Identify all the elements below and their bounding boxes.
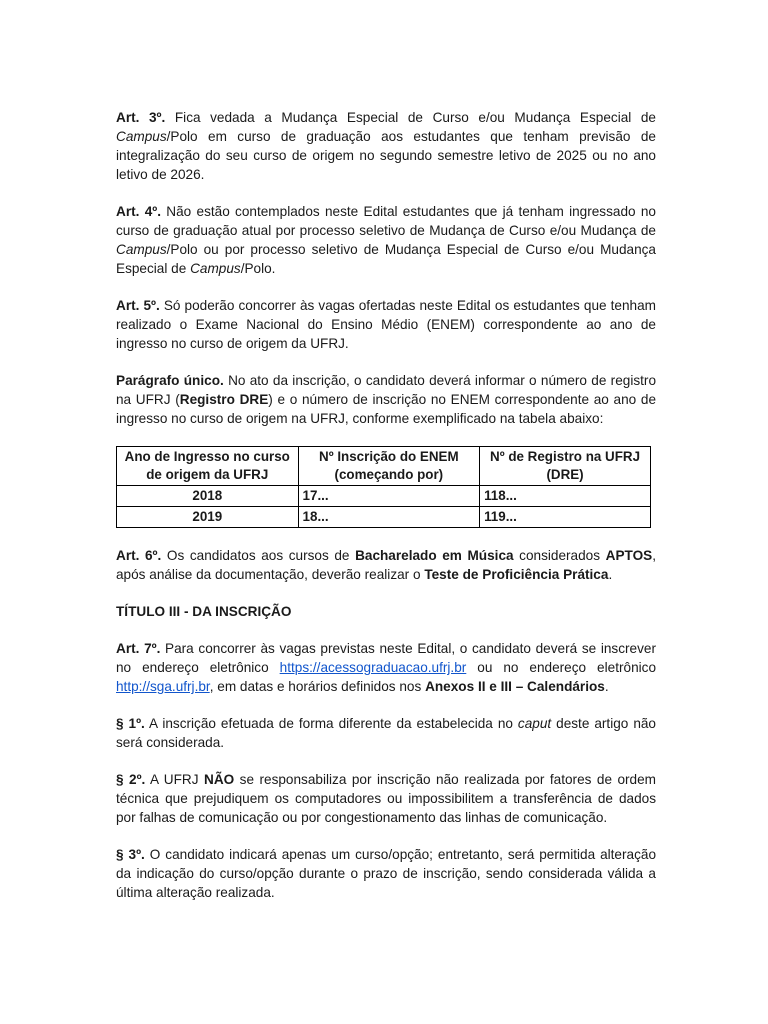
article-4-label: Art. 4º. [116,204,161,219]
registration-table [116,446,651,528]
paragrafo-unico: Parágrafo único. No ato da inscrição, o candidato deverá informar o número de registro na UFRJ (Registro DRE) e o número de inscrição no ENEM correspondente ao ano de ingresso no curso de origem na UFRJ, conforme exemplificado na tabela abaixo: [116,373,657,426]
article-6: Art. 6º. Os candidatos aos cursos de Bacharelado em Música considerados APTOS, após análise da documentação, deverão realizar o Teste de Proficiência Prática. [116,548,656,582]
article-3-label: Art. 3º. [116,110,166,125]
paragraph-3-label: § 3º. [116,847,145,862]
table-row [117,507,651,528]
article-6-label: Art. 6º. [116,548,162,563]
article-5: Art. 5º. Só poderão concorrer às vagas ofertadas neste Edital os estudantes que tenham realizado o Exame Nacional do Ensino Médio (ENEM) correspondente ao ano de ingresso no curso de origem da UFRJ. [116,298,656,351]
table-cell: 2019 [117,507,299,528]
section-title: TÍTULO III - DA INSCRIÇÃO [116,604,292,619]
table-row [117,486,651,507]
table-header-cell: Nº de Registro na UFRJ (DRE) [480,447,651,486]
table-cell: 2018 [117,486,299,507]
document-page [116,108,656,920]
paragraph-1: § 1º. A inscrição efetuada de forma diferente da estabelecida no caput deste artigo não será considerada. [116,716,656,750]
table-header-cell: Ano de Ingresso no curso de origem da UFRJ [117,447,299,486]
table-header-row [117,447,651,486]
table-cell: 17... [298,486,480,507]
article-7: Art. 7º. Para concorrer às vagas previstas neste Edital, o candidato deverá se inscrever no endereço eletrônico https://acessograduacao.ufrj.br ou no endereço eletrônico http://sga.ufrj.br, em datas e horários definidos nos Anexos II e III – Calendários. [116,641,657,694]
paragraph-2-label: § 2º. [116,772,146,787]
acessograduacao-link[interactable]: https://acessograduacao.ufrj.br [279,660,467,675]
article-3: Art. 3º. Fica vedada a Mudança Especial de Curso e/ou Mudança Especial de Campus/Polo em curso de graduação aos estudantes que tenham previsão de integralização do seu curso de origem no segundo semestre letivo de 2025 ou no ano letivo de 2026. [116,110,656,182]
paragraph-2: § 2º. A UFRJ NÃO se responsabiliza por inscrição não realizada por fatores de ordem técnica que prejudiquem os computadores ou impossibilitem a transferência de dados por falhas de comunicação ou por congestionamento das linhas de comunicação. [116,772,657,825]
sga-link[interactable]: http://sga.ufrj.br [116,679,210,694]
paragraph-3: § 3º. O candidato indicará apenas um curso/opção; entretanto, será permitida alteração da indicação do curso/opção durante o prazo de inscrição, sendo considerada válida a última alteração realizada. [116,847,657,900]
table-cell: 18... [298,507,480,528]
table-cell: 119... [480,507,651,528]
article-4: Art. 4º. Não estão contemplados neste Edital estudantes que já tenham ingressado no curso de graduação atual por processo seletivo de Mudança de Curso e/ou Mudança de Campus/Polo ou por processo seletivo de Mudança Especial de Curso e/ou Mudança Especial de Campus/Polo. [116,204,656,276]
table-header-cell: Nº Inscrição do ENEM (começando por) [298,447,480,486]
article-5-label: Art. 5º. [116,298,160,313]
paragrafo-unico-label: Parágrafo único. [116,373,224,388]
table-cell: 118... [480,486,651,507]
paragraph-1-label: § 1º. [116,716,145,731]
article-7-label: Art. 7º. [116,641,161,656]
